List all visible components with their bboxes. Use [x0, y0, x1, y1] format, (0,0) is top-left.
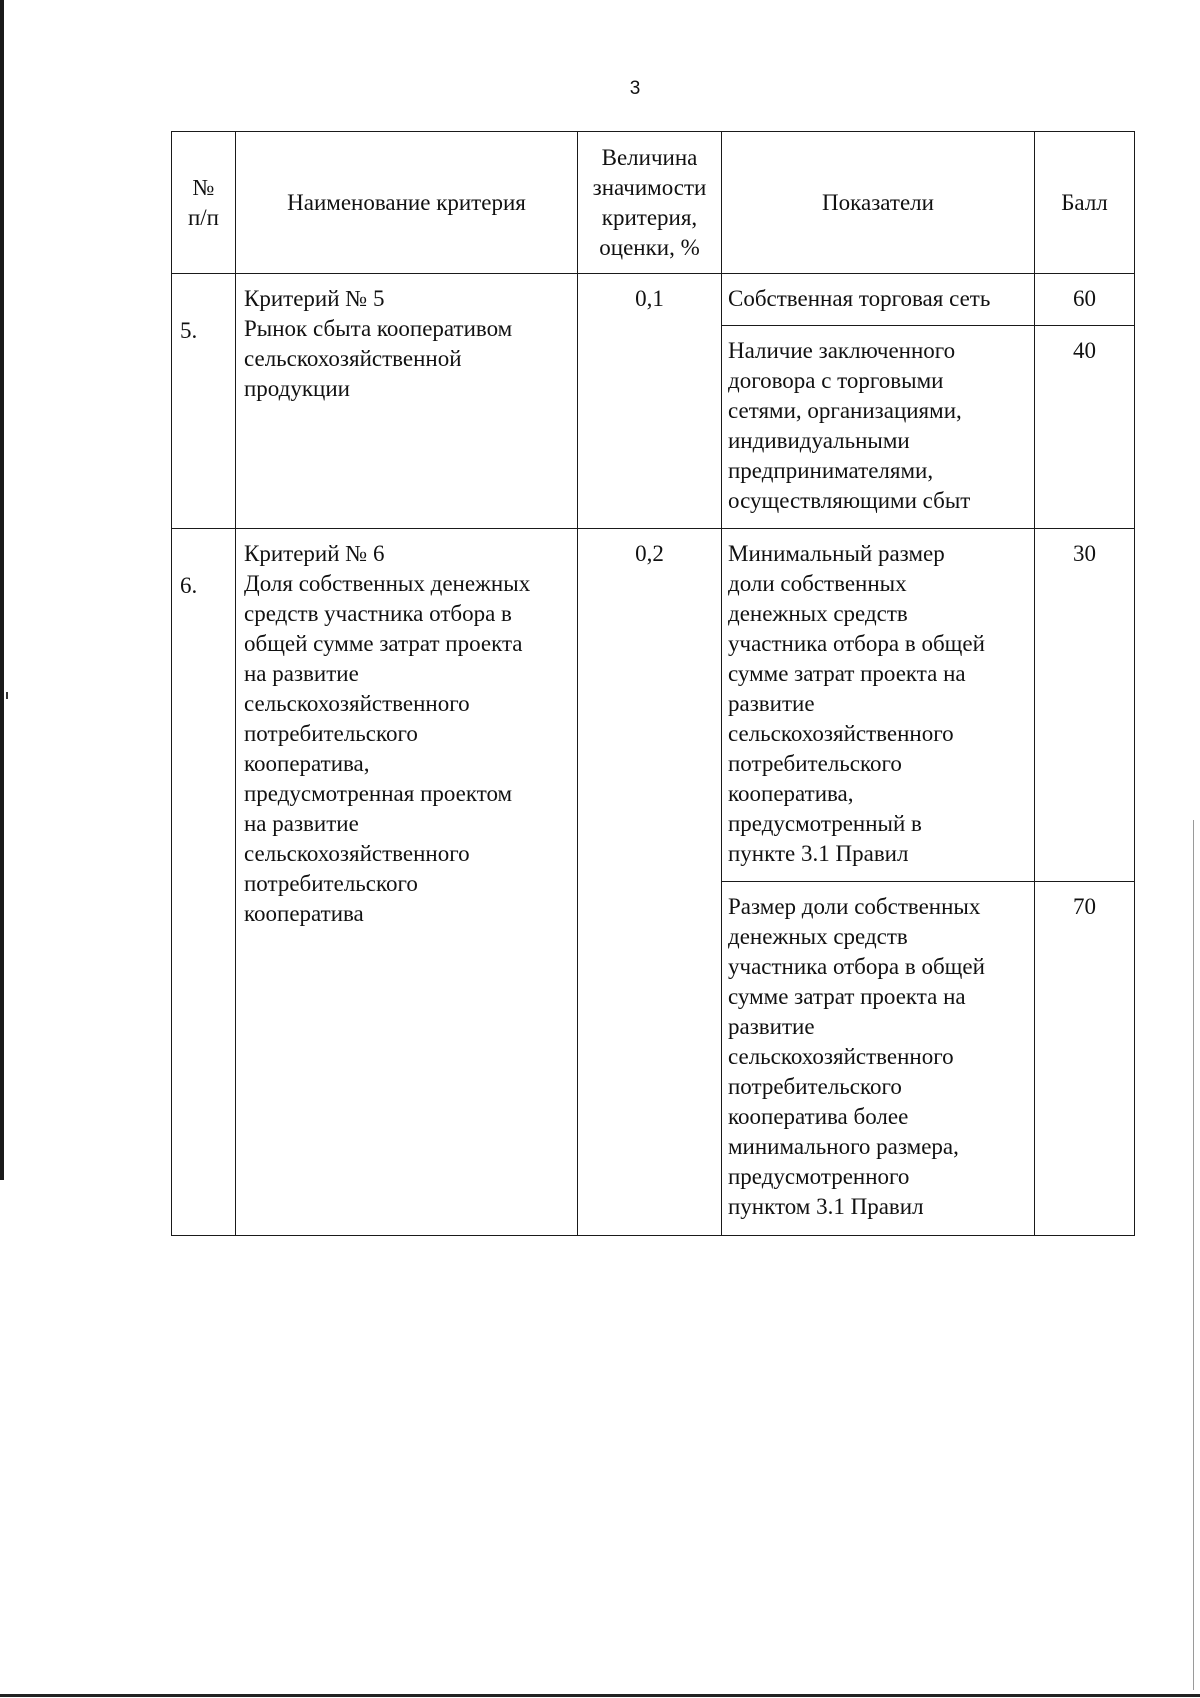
header-score: Балл — [1035, 132, 1135, 274]
score-cell: 40 — [1035, 326, 1135, 529]
indicator-line: сетями, организациями, — [728, 398, 962, 423]
indicator-line: Минимальный размер — [728, 541, 945, 566]
criterion-name-line: Доля собственных денежных — [244, 571, 531, 596]
indicator-cell — [722, 274, 1035, 326]
indicator-line: пунктом 3.1 Правил — [728, 1194, 924, 1219]
criterion-name-line: Критерий № 5 — [244, 286, 385, 311]
header-num — [172, 132, 236, 274]
indicator-line: минимального размера, — [728, 1134, 959, 1159]
indicator-line: сумме затрат проекта на — [728, 661, 966, 686]
criterion-name-cell — [236, 529, 578, 1236]
row-number: 5. — [180, 318, 198, 343]
indicator-line: сумме затрат проекта на — [728, 984, 966, 1009]
criterion-name-cell — [236, 274, 578, 529]
scan-edge-left — [0, 0, 4, 1180]
criterion-name-line: средств участника отбора в — [244, 601, 512, 626]
row-number-cell — [172, 529, 236, 1236]
indicator-cell — [722, 882, 1035, 1236]
criterion-name-line: Рынок сбыта кооперативом — [244, 316, 513, 341]
header-num-line: п/п — [187, 204, 219, 230]
indicator-line: Собственная торговая сеть — [728, 286, 991, 311]
criterion-name-line: потребительского — [244, 871, 418, 896]
criteria-table — [171, 131, 1135, 1236]
header-name: Наименование критерия — [236, 132, 578, 274]
criterion-name-line: предусмотренная проектом — [244, 781, 513, 806]
criterion-name-line: кооператива — [244, 901, 364, 926]
scan-edge-bottom — [0, 1694, 1200, 1697]
header-value — [578, 132, 722, 274]
score-cell: 70 — [1035, 882, 1135, 1236]
page-number: 3 — [629, 78, 641, 99]
indicator-line: доли собственных — [728, 571, 907, 596]
indicator-line: Наличие заключенного — [728, 338, 956, 363]
criterion-name-line: кооператива, — [244, 751, 370, 776]
criterion-name-line: общей сумме затрат проекта — [244, 631, 523, 656]
header-value-line: критерия, — [601, 204, 698, 230]
header-num-line: № — [192, 174, 215, 200]
indicator-cell — [722, 326, 1035, 529]
indicator-line: Размер доли собственных — [728, 894, 981, 919]
indicator-line: предусмотренный в — [728, 811, 922, 836]
criterion-name-line: на развитие — [244, 811, 359, 836]
row-number: 6. — [180, 573, 198, 598]
scan-edge-right — [1193, 820, 1194, 1690]
header-indicators: Показатели — [722, 132, 1035, 274]
score-cell: 30 — [1035, 529, 1135, 882]
criterion-name-line: продукции — [244, 376, 350, 401]
criterion-name-line: сельскохозяйственной — [244, 346, 462, 371]
indicator-line: договора с торговыми — [728, 368, 944, 393]
indicator-line: развитие — [728, 691, 815, 716]
indicator-line: пункте 3.1 Правил — [728, 841, 909, 866]
indicator-line: денежных средств — [728, 601, 908, 626]
indicator-line: участника отбора в общей — [728, 954, 985, 979]
indicator-cell — [722, 529, 1035, 882]
criterion-weight: 0,2 — [578, 529, 722, 1236]
criterion-name-line: Критерий № 6 — [244, 541, 385, 566]
indicator-line: потребительского — [728, 1074, 902, 1099]
indicator-line: потребительского — [728, 751, 902, 776]
header-value-line: значимости — [592, 174, 707, 200]
criterion-name-line: потребительского — [244, 721, 418, 746]
indicator-line: денежных средств — [728, 924, 908, 949]
indicator-line: осуществляющими сбыт — [728, 488, 971, 513]
header-value-line: оценки, % — [599, 234, 700, 260]
indicator-line: развитие — [728, 1014, 815, 1039]
indicator-line: сельскохозяйственного — [728, 721, 954, 746]
indicator-line: кооператива, — [728, 781, 854, 806]
score-cell: 60 — [1035, 274, 1135, 326]
scan-speck — [6, 692, 8, 699]
criterion-weight: 0,1 — [578, 274, 722, 529]
indicator-line: кооператива более — [728, 1104, 909, 1129]
indicator-line: индивидуальными — [728, 428, 910, 453]
header-value-line: Величина — [601, 144, 698, 170]
indicator-line: участника отбора в общей — [728, 631, 985, 656]
indicator-line: сельскохозяйственного — [728, 1044, 954, 1069]
criterion-name-line: сельскохозяйственного — [244, 841, 470, 866]
table-row — [172, 529, 1135, 882]
criterion-name-line: сельскохозяйственного — [244, 691, 470, 716]
indicator-line: предпринимателями, — [728, 458, 934, 483]
table-row — [172, 274, 1135, 326]
table-header-row — [172, 132, 1135, 274]
indicator-line: предусмотренного — [728, 1164, 910, 1189]
criterion-name-line: на развитие — [244, 661, 359, 686]
row-number-cell — [172, 274, 236, 529]
